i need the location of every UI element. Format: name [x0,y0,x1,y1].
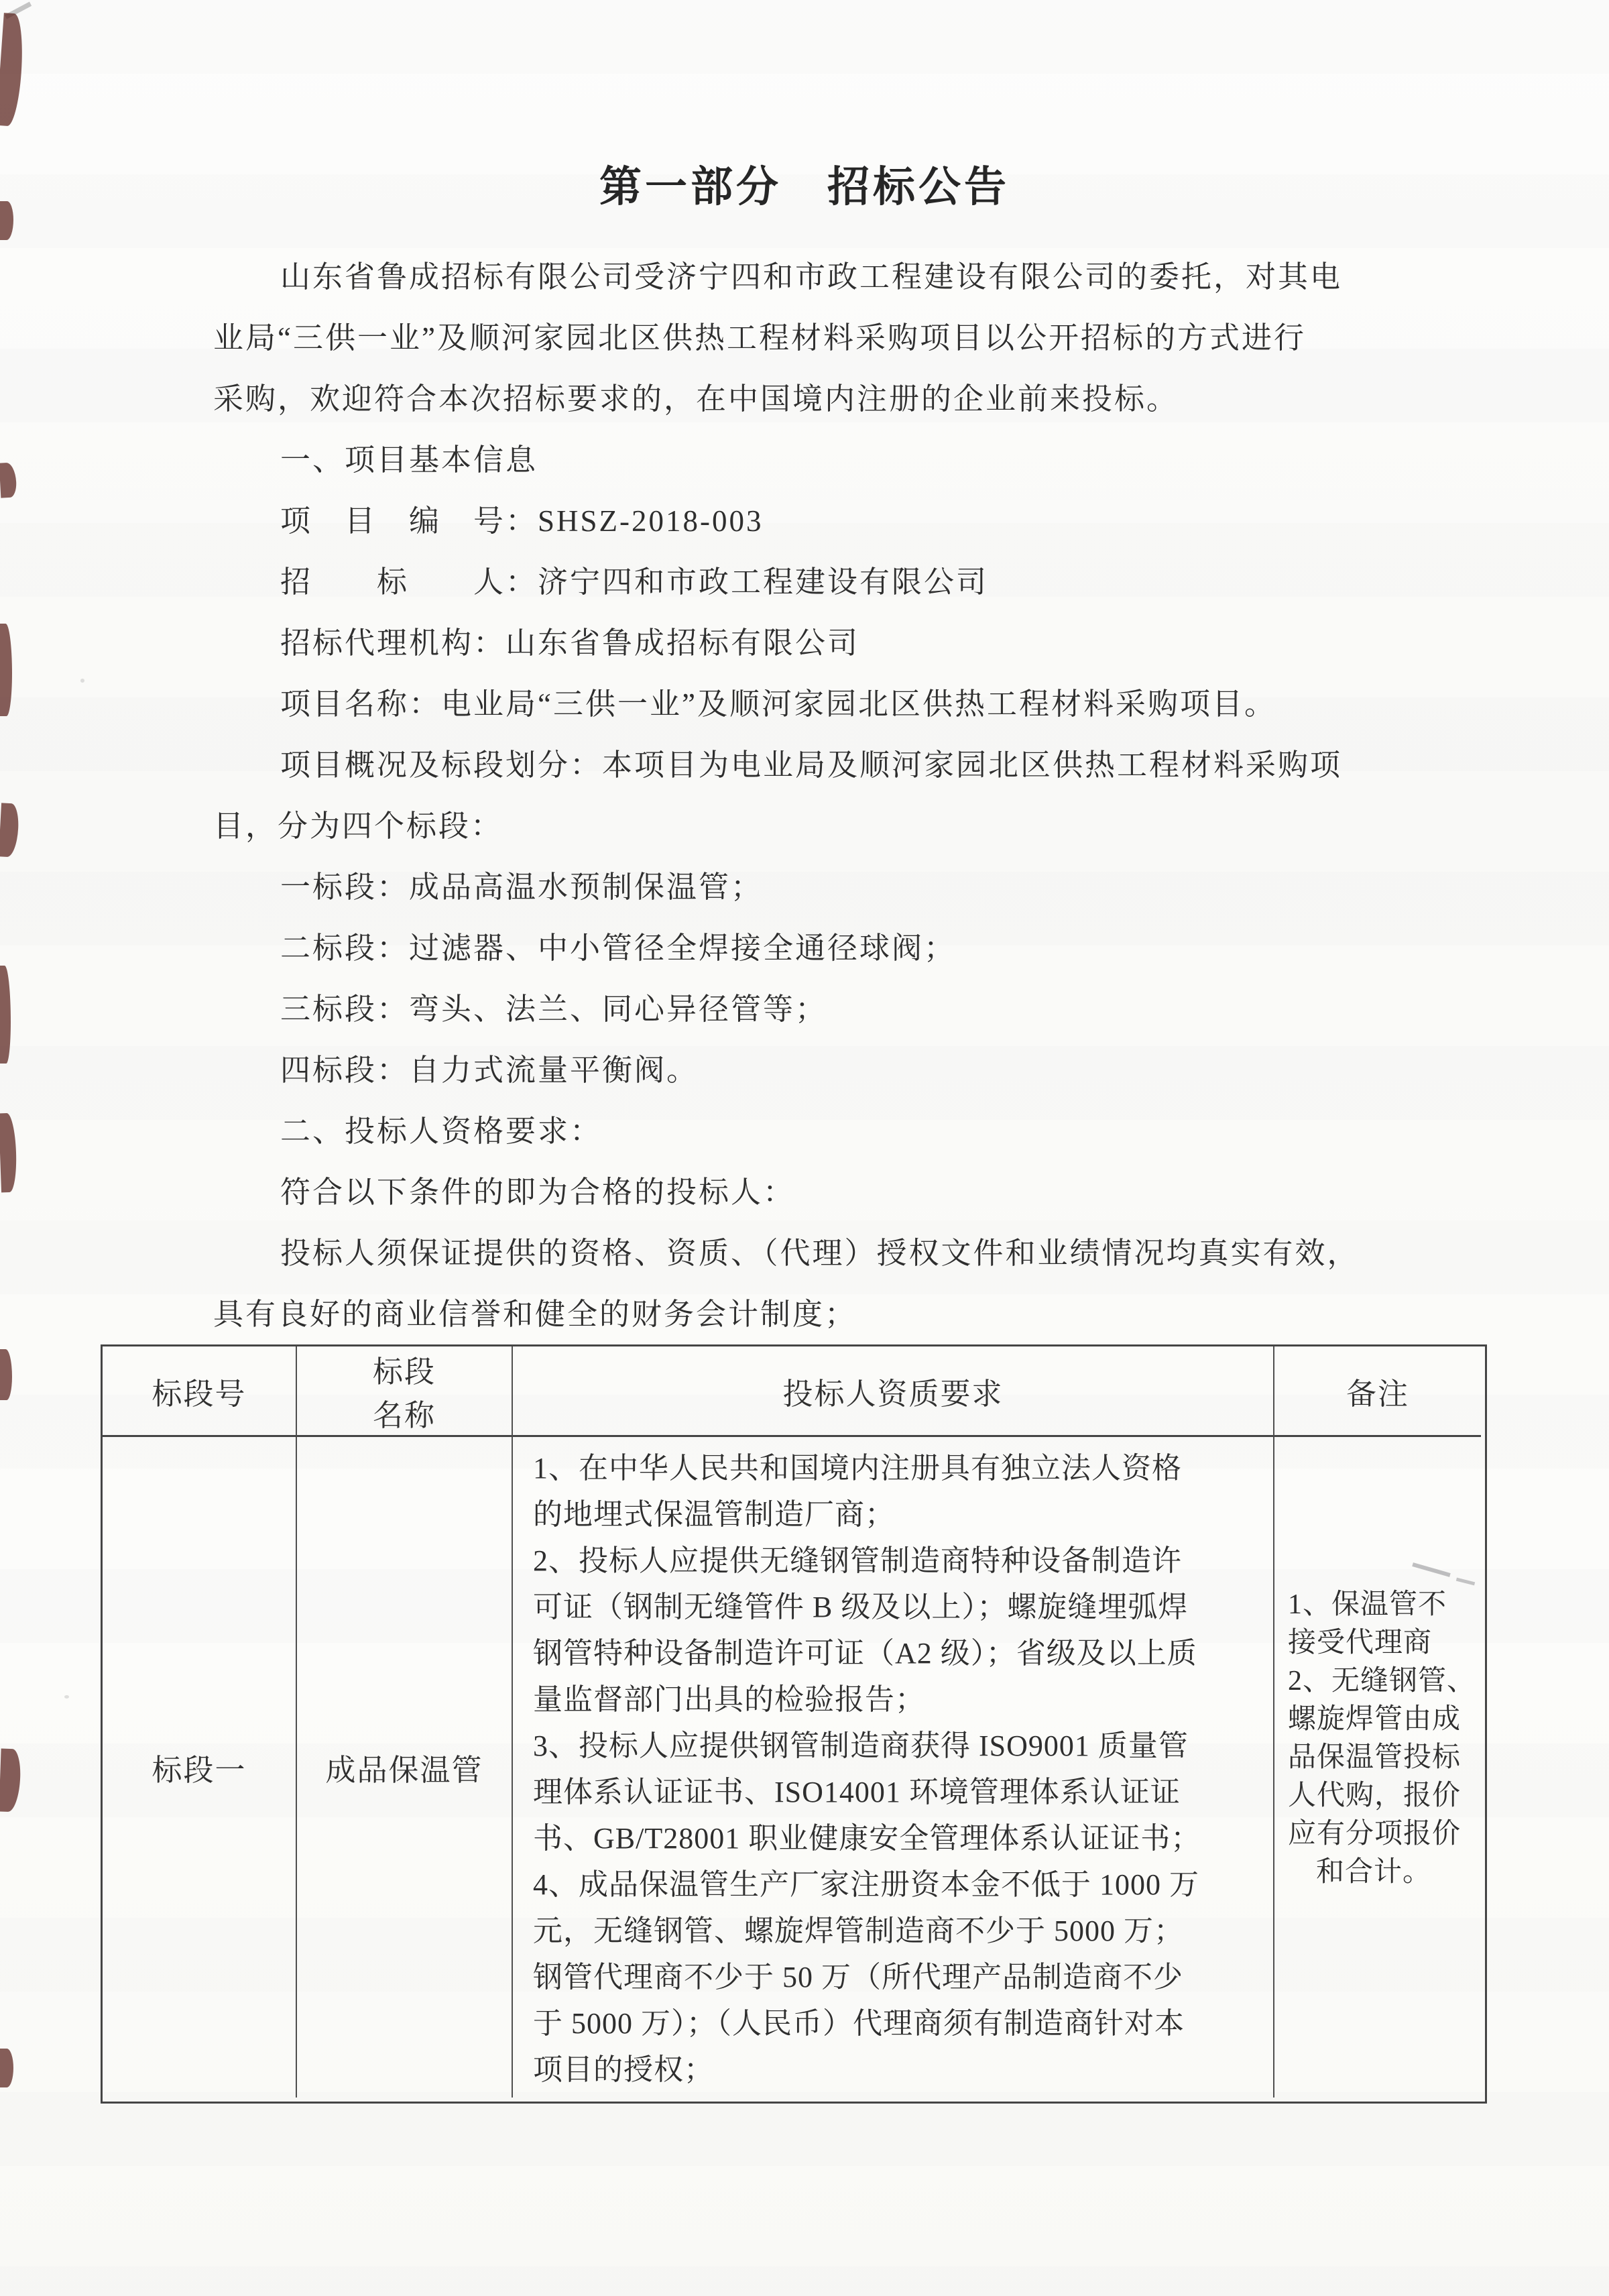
scan-artifact [0,966,11,1064]
requirement-line: 钢管特种设备制造许可证（A2 级）；省级及以上质 [533,1637,1197,1670]
remark-line: 2、无缝钢管、 [1288,1666,1476,1697]
body-line: 二标段：过滤器、中小管径全焊接全通径球阀； [280,931,957,965]
body-line: 业局“三供一业”及顺河家园北区供热工程材料采购项目以公开招标的方式进行 [213,321,1306,355]
scan-artifact [0,201,13,240]
table-header-label: 备注 [1346,1377,1409,1411]
document-title: 第一部分 招标公告 [599,164,1010,211]
scan-artifact [0,462,17,498]
requirement-line: 于 5000 万）；（人民币）代理商须有制造商针对本 [533,2007,1185,2040]
body-line: 符合以下条件的即为合格的投标人： [280,1175,796,1209]
body-line: 四标段：自力式流量平衡阀。 [280,1053,699,1087]
scan-artifact [0,1113,17,1193]
scan-artifact [0,624,12,716]
table-header-section-name [297,1346,513,1437]
table-header-requirements [513,1346,1274,1437]
table-header-label: 名称 [372,1399,436,1432]
cell-remarks [1274,1437,1481,2098]
requirement-line: 3、投标人应提供钢管制造商获得 ISO9001 质量管 [533,1729,1189,1762]
table-header-label: 标段号 [152,1377,247,1411]
body-line: 项目概况及标段划分：本项目为电业局及顺河家园北区供热工程材料采购项 [280,748,1343,782]
body-line: 项 目 编 号：SHSZ-2018-003 [280,504,764,538]
cell-section-no: 标段一 [103,1437,297,2098]
body-line: 投标人须保证提供的资格、资质、（代理）授权文件和业绩情况均真实有效， [280,1237,1360,1270]
remark-line: 螺旋焊管由成 [1288,1704,1462,1735]
scan-artifact [0,2049,13,2087]
requirement-line: 书、GB/T28001 职业健康安全管理体系认证证书； [533,1822,1201,1855]
requirement-line: 1、在中华人民共和国境内注册具有独立法人资格 [533,1452,1182,1485]
requirement-line: 项目的授权； [533,2053,714,2086]
body-line: 招标代理机构：山东省鲁成招标有限公司 [280,626,860,660]
body-line: 一标段：成品高温水预制保温管； [280,870,764,904]
remark-line: 人代购，报价 [1288,1780,1462,1811]
body-line: 一、项目基本信息 [280,443,538,477]
body-line: 项目名称：电业局“三供一业”及顺河家园北区供热工程材料采购项目。 [280,687,1276,721]
remark-line: 和合计。 [1316,1857,1432,1888]
table-header-remarks [1274,1346,1481,1437]
body-line: 三标段：弯头、法兰、同心异径管等； [280,992,828,1026]
body-line: 招 标 人：济宁四和市政工程建设有限公司 [280,565,989,599]
requirement-line: 2、投标人应提供无缝钢管制造商特种设备制造许 [533,1544,1182,1577]
requirement-line: 可证（钢制无缝管件 B 级及以上）；螺旋缝埋弧焊 [533,1591,1189,1623]
requirement-line: 元，无缝钢管、螺旋焊管制造商不少于 5000 万； [533,1914,1184,1947]
scan-artifact [0,1749,21,1813]
body-line: 山东省鲁成招标有限公司受济宁四和市政工程建设有限公司的委托，对其电 [280,260,1343,294]
body-line: 具有良好的商业信誉和健全的财务会计制度； [213,1298,857,1331]
scan-artifact [0,803,19,857]
table-header-label: 投标人资质要求 [782,1377,1004,1411]
qualification-table [101,1344,1487,2104]
remark-line: 接受代理商 [1288,1627,1433,1658]
table-header-label: 标段 [372,1355,436,1389]
requirement-line: 量监督部门出具的检验报告； [533,1683,925,1716]
requirement-line: 钢管代理商不少于 50 万（所代理产品制造商不少 [533,1961,1183,1994]
remark-line: 品保温管投标 [1288,1742,1462,1773]
remark-line: 1、保温管不 [1288,1589,1447,1620]
scan-artifact [0,13,25,127]
table-header-section-no [103,1346,297,1437]
requirement-line: 4、成品保温管生产厂家注册资本金不低于 1000 万 [533,1868,1199,1901]
requirement-line: 理体系认证证书、ISO14001 环境管理体系认证证 [533,1776,1181,1809]
cell-section-name: 成品保温管 [297,1437,513,2098]
cell-requirements [513,1437,1274,2098]
scan-speck [80,679,84,683]
document-body [213,247,1400,1345]
scan-speck [64,1695,69,1699]
scan-artifact [0,1349,12,1400]
remark-line: 应有分项报价 [1288,1819,1462,1849]
requirement-line: 的地埋式保温管制造厂商； [533,1498,895,1531]
body-line: 采购，欢迎符合本次招标要求的，在中国境内注册的企业前来投标。 [213,382,1179,416]
body-line: 目，分为四个标段： [213,809,503,843]
body-line: 二、投标人资格要求： [280,1114,603,1148]
